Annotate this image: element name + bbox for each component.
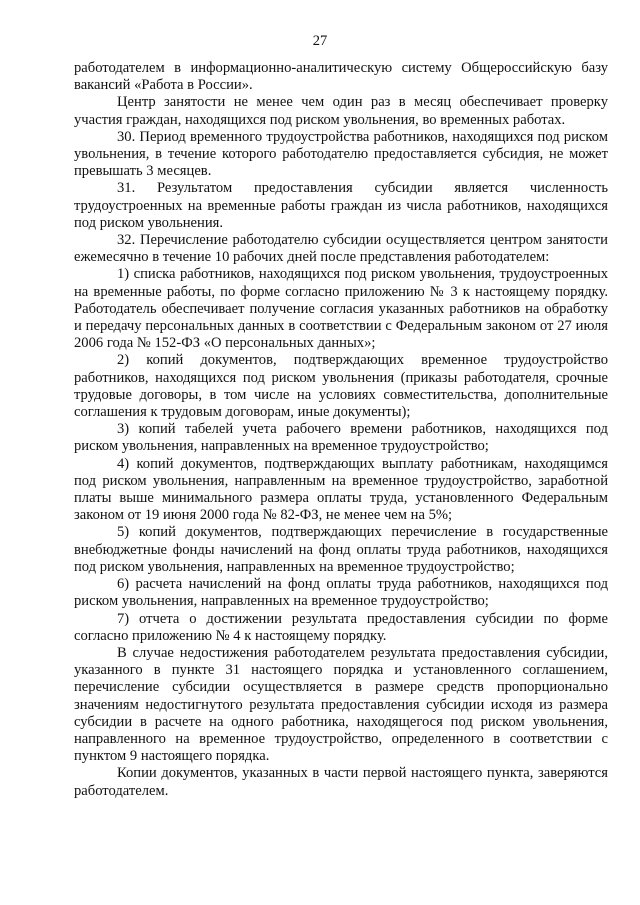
paragraph-clause-31: 31. Результатом предоставления субсидии является численность трудоустроенных на временные работы граждан из числа работников, находящихся под риском увольнения. [74,180,608,231]
list-item-5: 5) копий документов, подтверждающих перечисление в государственные внебюджетные фонды начислений на фонд оплаты труда работников, находящихся под риском увольнения, направленных на временное трудоустройство; [74,524,608,575]
list-item-2: 2) копий документов, подтверждающих временное трудоустройство работников, находящихся под риском увольнения (приказы работодателя, срочные трудовые договоры, в том числе на условиях совместительства, дополнительные соглашения к трудовым договорам, иные документы); [74,352,608,421]
list-item-3: 3) копий табелей учета рабочего времени работников, находящихся под риском увольнения, направленных на временное трудоустройство; [74,421,608,455]
document-body [74,60,608,800]
paragraph-monitoring: Центр занятости не менее чем один раз в месяц обеспечивает проверку участия граждан, находящихся под риском увольнения, во временных работах. [74,94,608,128]
paragraph-copies-certified: Копии документов, указанных в части первой настоящего пункта, заверяются работодателем. [74,765,608,799]
paragraph-clause-30: 30. Период временного трудоустройства работников, находящихся под риском увольнения, в течение которого работодателю предоставляется субсидия, не может превышать 3 месяцев. [74,128,608,180]
paragraph-non-achievement: В случае недостижения работодателем результата предоставления субсидии, указанного в пункте 31 настоящего порядка и установленного соглашением, перечисление субсидии осуществляется в размере средств пропорционально значениям недостигнутого результата предоставления субсидии исходя из размера субсидии в расчете на одного работника, находящегося под риском увольнения, направленного на временное трудоустройство, определенного в соответствии с пунктом 9 настоящего порядка. [74,644,608,765]
list-item-4: 4) копий документов, подтверждающих выплату работникам, находящимся под риском увольнения, направленным на временное трудоустройство, заработной платы выше минимального размера оплаты труда, установленного Федеральным законом от 19 июня 2000 года № 82-ФЗ, не менее чем на 5%; [74,455,608,524]
page-number: 27 [312,33,328,49]
list-item-6: 6) расчета начислений на фонд оплаты труда работников, находящихся под риском увольнения, направленных на временное трудоустройство; [74,576,608,610]
list-item-7: 7) отчета о достижении результата предоставления субсидии по форме согласно приложению № 4 к настоящему порядку. [74,610,608,644]
paragraph-clause-32: 32. Перечисление работодателю субсидии осуществляется центром занятости ежемесячно в течение 10 рабочих дней после представления работодателем: [74,232,608,266]
paragraph-continuation: работодателем в информационно-аналитическую систему Общероссийскую базу вакансий «Работа в России». [74,60,608,94]
list-item-1: 1) списка работников, находящихся под риском увольнения, трудоустроенных на временные работы, по форме согласно приложению № 3 к настоящему порядку. Работодатель обеспечивает получение согласия указанных работников на обработку и передачу персональных данных в соответствии с Федеральным законом от 27 июля 2006 года № 152-ФЗ «О персональных данных»; [74,266,608,352]
